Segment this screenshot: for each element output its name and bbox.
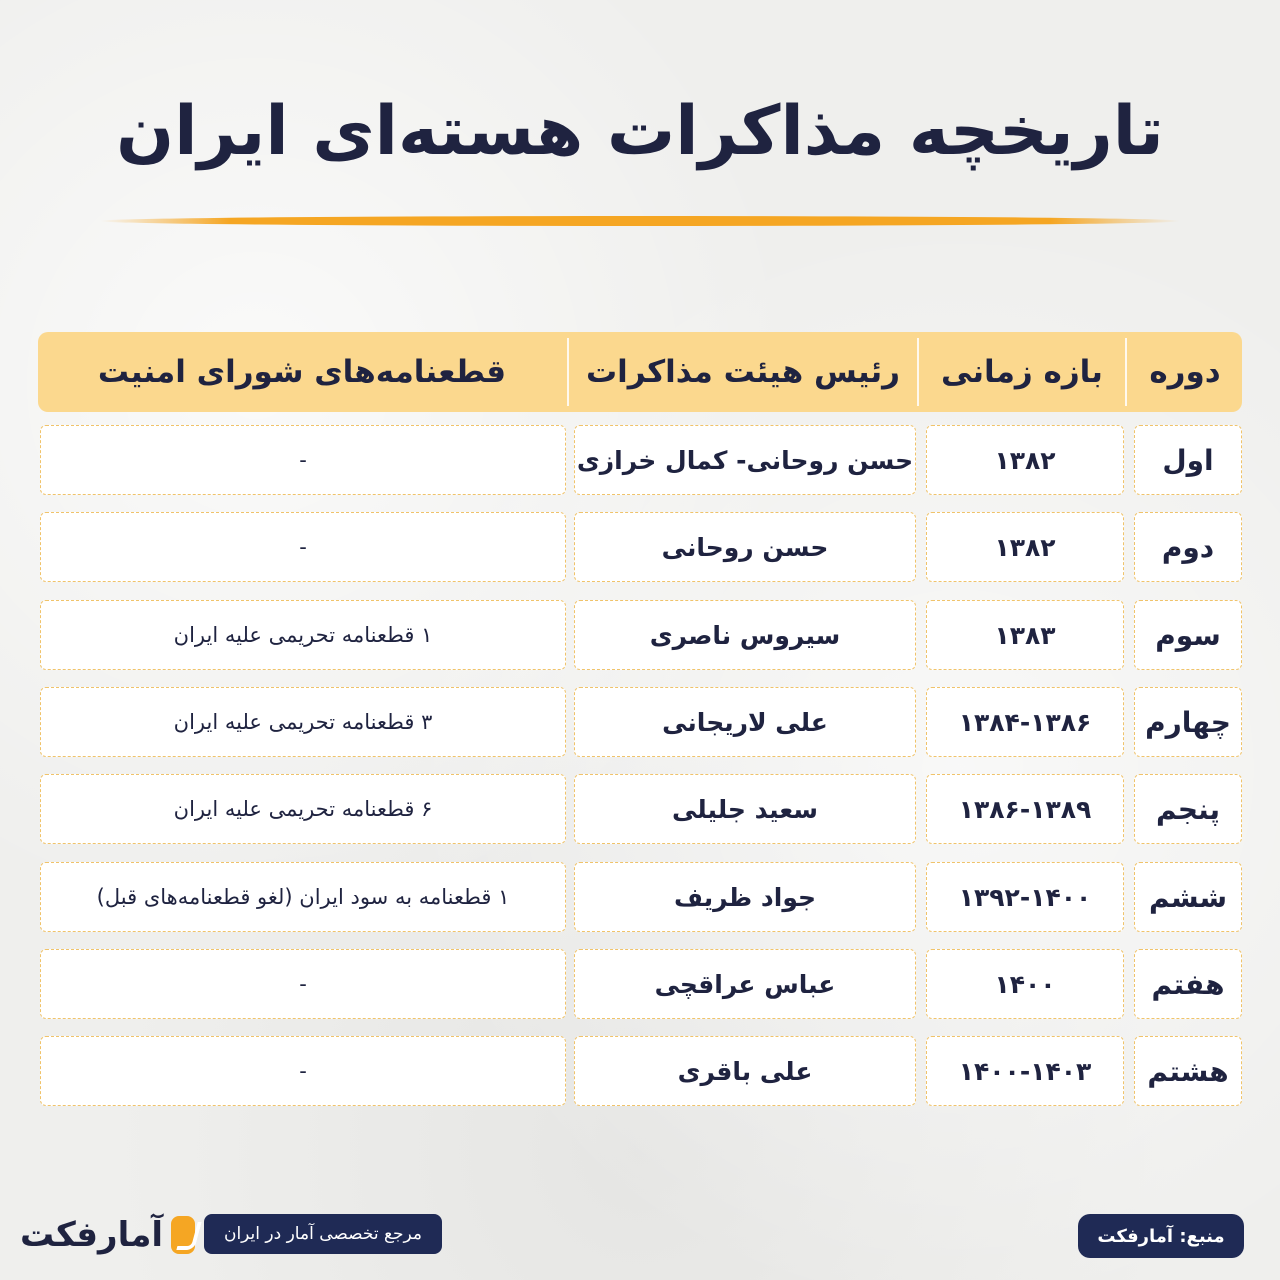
header-range: بازه زمانی <box>941 354 1103 390</box>
cell-head: حسن روحانی <box>574 512 916 582</box>
header-divider <box>567 338 569 406</box>
cell-resolutions: - <box>40 512 566 582</box>
cell-head: سیروس ناصری <box>574 600 916 670</box>
header-head: رئیس هیئت مذاکرات <box>586 354 900 390</box>
cell-period: پنجم <box>1134 774 1242 844</box>
cell-period: ششم <box>1134 862 1242 932</box>
cell-range: ۱۳۸۶-۱۳۸۹ <box>926 774 1124 844</box>
brand-mark-icon <box>171 1216 195 1254</box>
header-divider <box>1125 338 1127 406</box>
cell-resolutions: - <box>40 425 566 495</box>
cell-range: ۱۳۸۴-۱۳۸۶ <box>926 687 1124 757</box>
cell-head: علی باقری <box>574 1036 916 1106</box>
cell-head: حسن روحانی- کمال خرازی <box>574 425 916 495</box>
brand-tagline: مرجع تخصصی آمار در ایران <box>204 1214 442 1254</box>
cell-period: چهارم <box>1134 687 1242 757</box>
cell-period: اول <box>1134 425 1242 495</box>
cell-head: علی لاریجانی <box>574 687 916 757</box>
cell-range: ۱۳۸۲ <box>926 425 1124 495</box>
page-title: تاریخچه مذاکرات هسته‌ای ایران <box>116 92 1164 171</box>
brand-logo <box>20 1212 195 1258</box>
cell-period: هشتم <box>1134 1036 1242 1106</box>
cell-resolutions: - <box>40 949 566 1019</box>
title-underline <box>100 216 1180 226</box>
cell-range: ۱۴۰۰-۱۴۰۳ <box>926 1036 1124 1106</box>
cell-head: جواد ظریف <box>574 862 916 932</box>
cell-period: دوم <box>1134 512 1242 582</box>
brand-logo-text: آمارفکت <box>20 1215 164 1255</box>
cell-range: ۱۳۸۳ <box>926 600 1124 670</box>
cell-resolutions: ۱ قطعنامه به سود ایران (لغو قطعنامه‌های قبل) <box>40 862 566 932</box>
cell-range: ۱۳۹۲-۱۴۰۰ <box>926 862 1124 932</box>
cell-period: هفتم <box>1134 949 1242 1019</box>
cell-resolutions: ۱ قطعنامه تحریمی علیه ایران <box>40 600 566 670</box>
header-divider <box>917 338 919 406</box>
header-period: دوره <box>1149 354 1221 390</box>
cell-resolutions: - <box>40 1036 566 1106</box>
cell-range: ۱۴۰۰ <box>926 949 1124 1019</box>
source-badge: منبع: آمارفکت <box>1078 1214 1244 1258</box>
table-header-row <box>38 332 1242 412</box>
cell-resolutions: ۶ قطعنامه تحریمی علیه ایران <box>40 774 566 844</box>
cell-period: سوم <box>1134 600 1242 670</box>
cell-head: سعید جلیلی <box>574 774 916 844</box>
cell-resolutions: ۳ قطعنامه تحریمی علیه ایران <box>40 687 566 757</box>
cell-head: عباس عراقچی <box>574 949 916 1019</box>
cell-range: ۱۳۸۲ <box>926 512 1124 582</box>
header-resolutions: قطعنامه‌های شورای امنیت <box>97 354 507 390</box>
